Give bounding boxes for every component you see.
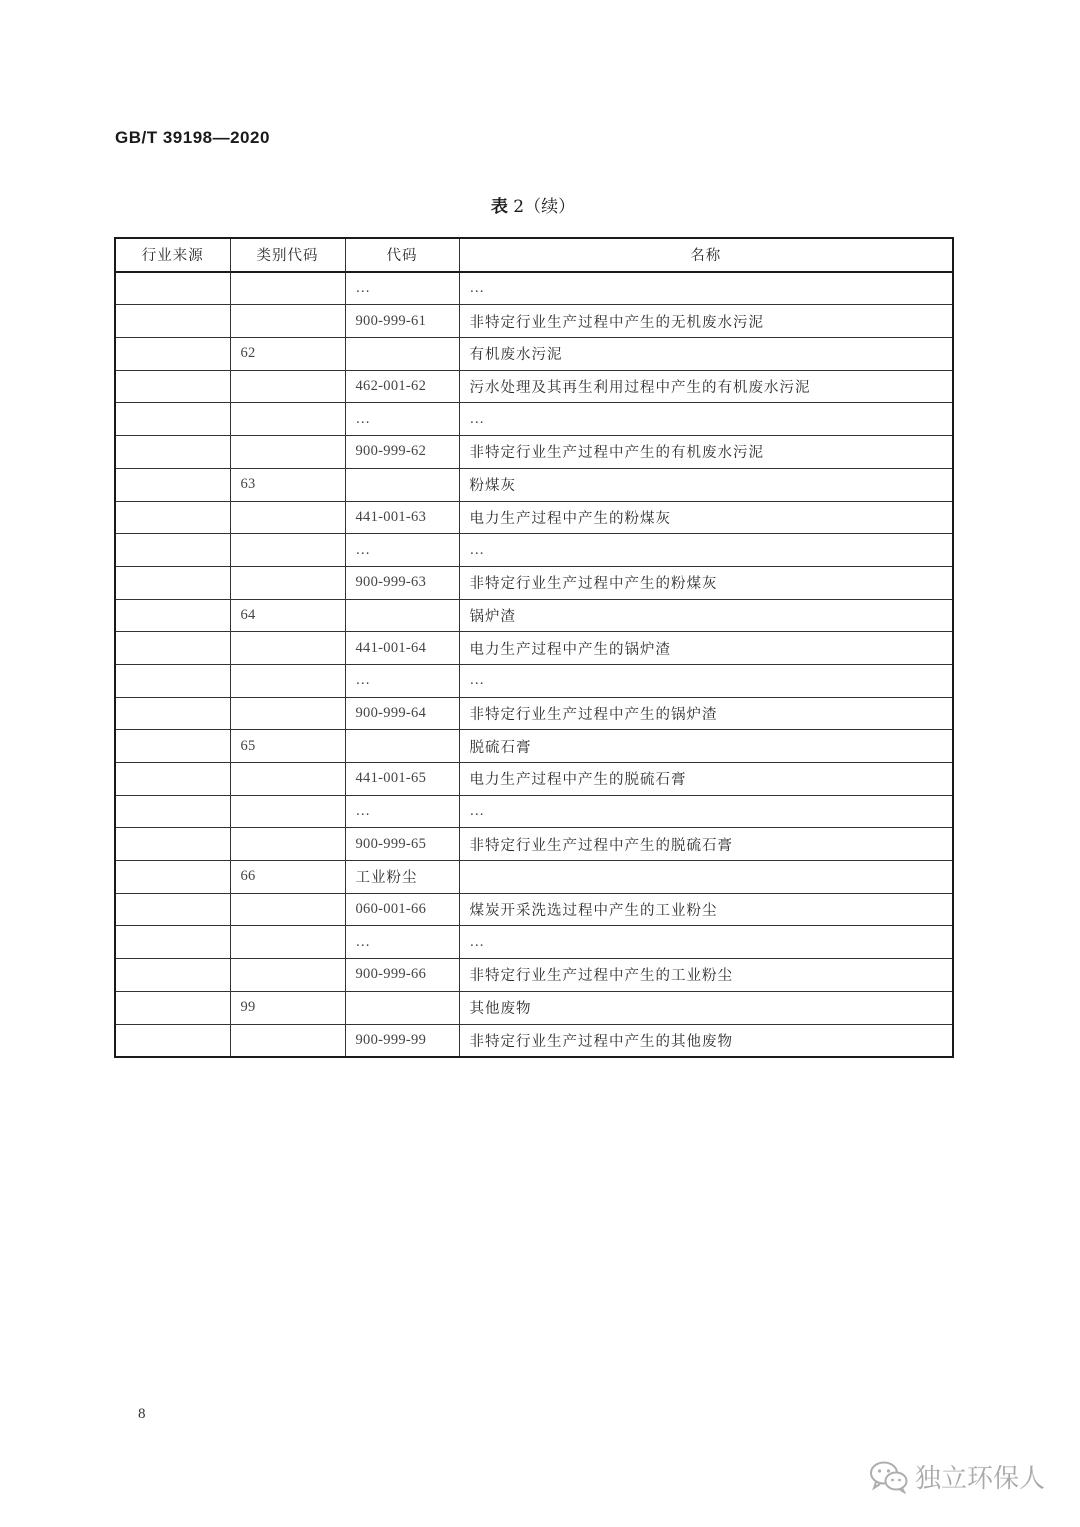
table-title-number: 2（续） (513, 197, 576, 217)
cell-category-code (230, 566, 345, 599)
cell-name: … (459, 534, 953, 567)
cell-code: … (345, 664, 459, 697)
cell-name: 非特定行业生产过程中产生的粉煤灰 (459, 566, 953, 599)
cell-category-code (230, 893, 345, 926)
cell-code: 900-999-64 (345, 697, 459, 730)
cell-code: … (345, 272, 459, 305)
table-row (115, 664, 953, 697)
cell-category-code (230, 828, 345, 861)
cell-industry-source (115, 828, 230, 861)
cell-category-code (230, 305, 345, 338)
cell-category-code (230, 501, 345, 534)
cell-category-code (230, 697, 345, 730)
cell-name: … (459, 926, 953, 959)
cell-category-code: 63 (230, 468, 345, 501)
cell-name: 非特定行业生产过程中产生的工业粉尘 (459, 959, 953, 992)
cell-code: 900-999-63 (345, 566, 459, 599)
cell-code: 工业粉尘 (345, 861, 459, 894)
cell-name: 煤炭开采洗选过程中产生的工业粉尘 (459, 893, 953, 926)
cell-name: … (459, 795, 953, 828)
cell-code: … (345, 926, 459, 959)
cell-code (345, 338, 459, 371)
table-row (115, 991, 953, 1024)
cell-category-code (230, 436, 345, 469)
cell-name: 锅炉渣 (459, 599, 953, 632)
cell-category-code: 64 (230, 599, 345, 632)
cell-category-code (230, 534, 345, 567)
cell-name: … (459, 403, 953, 436)
table-row (115, 763, 953, 796)
page-number: 8 (138, 1406, 146, 1422)
cell-category-code (230, 926, 345, 959)
cell-category-code (230, 272, 345, 305)
table-row (115, 697, 953, 730)
table-row (115, 1024, 953, 1057)
cell-name: 非特定行业生产过程中产生的无机废水污泥 (459, 305, 953, 338)
cell-industry-source (115, 795, 230, 828)
cell-category-code (230, 763, 345, 796)
table-row (115, 893, 953, 926)
table-row (115, 828, 953, 861)
cell-category-code (230, 370, 345, 403)
cell-name: 电力生产过程中产生的粉煤灰 (459, 501, 953, 534)
cell-industry-source (115, 1024, 230, 1057)
cell-name: 脱硫石膏 (459, 730, 953, 763)
watermark (869, 1458, 1045, 1495)
table-row (115, 436, 953, 469)
cell-category-code: 66 (230, 861, 345, 894)
cell-category-code (230, 795, 345, 828)
cell-industry-source (115, 959, 230, 992)
wechat-icon (869, 1460, 909, 1494)
cell-industry-source (115, 566, 230, 599)
cell-industry-source (115, 991, 230, 1024)
cell-code: 441-001-64 (345, 632, 459, 665)
cell-code: 441-001-65 (345, 763, 459, 796)
table-row (115, 861, 953, 894)
cell-name: 非特定行业生产过程中产生的有机废水污泥 (459, 436, 953, 469)
table-row (115, 501, 953, 534)
cell-category-code: 65 (230, 730, 345, 763)
watermark-text: 独立环保人 (914, 1464, 1045, 1494)
cell-code (345, 991, 459, 1024)
cell-name: 电力生产过程中产生的脱硫石膏 (459, 763, 953, 796)
cell-name: 非特定行业生产过程中产生的脱硫石膏 (459, 828, 953, 861)
table-body (115, 272, 953, 1058)
cell-industry-source (115, 338, 230, 371)
cell-industry-source (115, 697, 230, 730)
cell-industry-source (115, 893, 230, 926)
cell-industry-source (115, 926, 230, 959)
cell-industry-source (115, 730, 230, 763)
table-row (115, 338, 953, 371)
column-header-name: 名称 (459, 238, 953, 272)
header-row (115, 238, 953, 272)
cell-category-code (230, 632, 345, 665)
table-row (115, 926, 953, 959)
cell-code: … (345, 795, 459, 828)
cell-code: 441-001-63 (345, 501, 459, 534)
waste-code-table (114, 237, 954, 1058)
column-header-code: 代码 (345, 238, 459, 272)
cell-name: 其他废物 (459, 991, 953, 1024)
cell-industry-source (115, 534, 230, 567)
cell-industry-source (115, 305, 230, 338)
table-row (115, 305, 953, 338)
cell-code: 900-999-99 (345, 1024, 459, 1057)
cell-industry-source (115, 632, 230, 665)
column-header-industry-source: 行业来源 (115, 238, 230, 272)
cell-industry-source (115, 370, 230, 403)
cell-category-code (230, 403, 345, 436)
cell-code: 462-001-62 (345, 370, 459, 403)
table-row (115, 730, 953, 763)
table-row (115, 795, 953, 828)
cell-name: 非特定行业生产过程中产生的锅炉渣 (459, 697, 953, 730)
cell-code: 900-999-62 (345, 436, 459, 469)
table-row (115, 959, 953, 992)
table-row (115, 534, 953, 567)
cell-category-code (230, 664, 345, 697)
table-title (0, 192, 1066, 217)
cell-category-code: 62 (230, 338, 345, 371)
table-row (115, 632, 953, 665)
cell-code (345, 468, 459, 501)
cell-name (459, 861, 953, 894)
cell-industry-source (115, 861, 230, 894)
cell-industry-source (115, 664, 230, 697)
cell-name: … (459, 272, 953, 305)
cell-code (345, 730, 459, 763)
cell-industry-source (115, 272, 230, 305)
cell-code: … (345, 403, 459, 436)
cell-name: 有机废水污泥 (459, 338, 953, 371)
cell-code (345, 599, 459, 632)
table-title-label: 表 (490, 197, 508, 217)
cell-industry-source (115, 468, 230, 501)
cell-code: 900-999-61 (345, 305, 459, 338)
standard-code: GB/T 39198—2020 (115, 128, 270, 147)
cell-industry-source (115, 436, 230, 469)
cell-name: … (459, 664, 953, 697)
table-row (115, 370, 953, 403)
table-row (115, 468, 953, 501)
cell-name: 粉煤灰 (459, 468, 953, 501)
cell-code: … (345, 534, 459, 567)
cell-category-code (230, 1024, 345, 1057)
table-row (115, 403, 953, 436)
cell-name: 电力生产过程中产生的锅炉渣 (459, 632, 953, 665)
cell-code: 060-001-66 (345, 893, 459, 926)
cell-code: 900-999-66 (345, 959, 459, 992)
cell-category-code: 99 (230, 991, 345, 1024)
cell-industry-source (115, 501, 230, 534)
cell-industry-source (115, 599, 230, 632)
cell-name: 污水处理及其再生利用过程中产生的有机废水污泥 (459, 370, 953, 403)
cell-industry-source (115, 403, 230, 436)
column-header-category-code: 类别代码 (230, 238, 345, 272)
cell-category-code (230, 959, 345, 992)
cell-code: 900-999-65 (345, 828, 459, 861)
table-header (115, 238, 953, 272)
cell-name: 非特定行业生产过程中产生的其他废物 (459, 1024, 953, 1057)
table-row (115, 566, 953, 599)
cell-industry-source (115, 763, 230, 796)
table-row (115, 272, 953, 305)
table-row (115, 599, 953, 632)
